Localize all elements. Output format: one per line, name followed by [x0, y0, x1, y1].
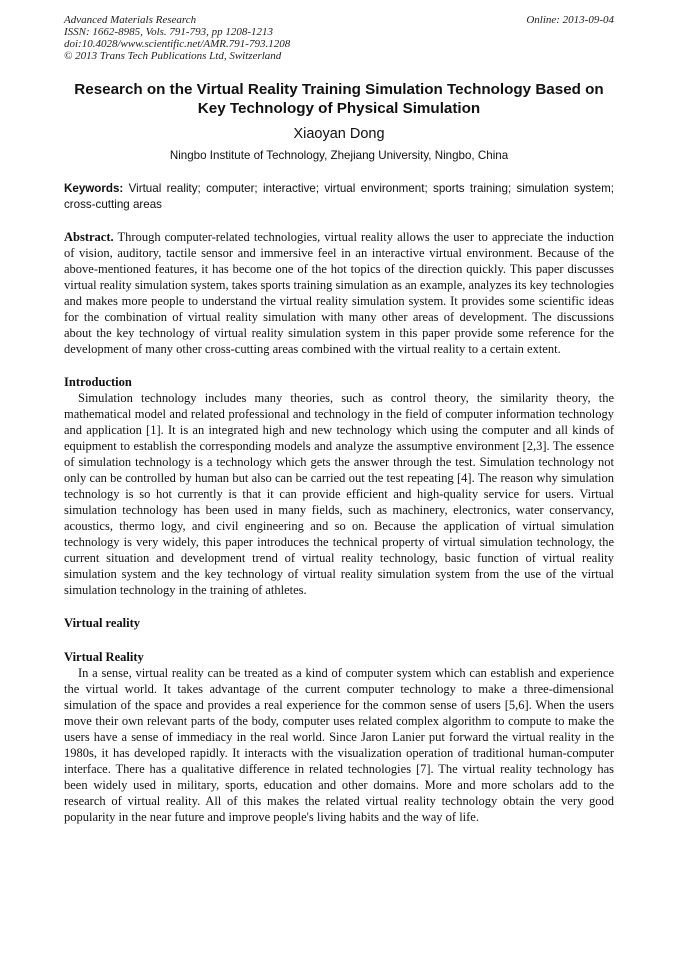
paper-author: Xiaoyan Dong	[293, 126, 385, 142]
section-heading-virtual-reality: Virtual reality	[64, 616, 141, 630]
subsection-heading-virtual-reality: Virtual Reality	[64, 650, 144, 664]
abstract-text: Through computer-related technologies, virtual reality allows the user to appreciate the induction of vision, auditory, tactile sensor and immersive feel in an interactive virtual environment. Because of the above-mentioned features, it has become one of the hot topics of the direction quickly. This paper discusses virtual reality simulation system, takes sports training simulation as an example, analyzes its key technologies and makes more people to understand the virtual reality simulation system. It provides some scientific ideas for the combination of virtual reality simulation with many other areas of development. The discussions about the key technology of virtual reality simulation system in this paper provide some reference for the development of many other cross-cutting areas combined with the virtual reality to a certain extent.	[64, 230, 614, 356]
section-heading-introduction: Introduction	[64, 375, 132, 389]
keywords-text: Virtual reality; computer; interactive; virtual environment; sports training; simulation system; cross-cutting areas	[64, 182, 614, 211]
keywords-block	[64, 181, 614, 213]
paper-page	[64, 14, 614, 825]
copyright-line: © 2013 Trans Tech Publications Ltd, Switzerland	[64, 50, 282, 62]
abstract-block	[64, 229, 614, 357]
abstract-label: Abstract.	[64, 230, 114, 244]
online-date: Online: 2013-09-04	[526, 14, 614, 26]
paper-title: Research on the Virtual Reality Training Simulation Technology Based on Key Technology of Physical Simulation	[74, 81, 604, 117]
journal-name: Advanced Materials Research	[64, 14, 197, 26]
author-affiliation: Ningbo Institute of Technology, Zhejiang University, Ningbo, China	[169, 149, 509, 162]
virtual-reality-paragraph: In a sense, virtual reality can be treated as a kind of computer system which can establish and experience the virtual world. It takes advantage of the current computer technology to make a three-dimensional simulation of the space and provides a real experience for the common sense of users [5,6]. When the users move their own relevant parts of the body, computer uses related complex algorithm to compute to make the users have a sense of immediacy in the real world. Since Jaron Lanier put forward the virtual reality in the 1980s, it has developed rapidly. It interacts with the visualization operation of traditional human-computer interface. There has a qualitative difference in related technologies [7]. The virtual reality technology has been widely used in military, sports, education and other domains. More and more scholars add to the research of virtual reality. All of this makes the related virtual reality technology obtain the very good popularity in the near future and improve people's living habits and the way of life.	[64, 666, 614, 824]
journal-header	[64, 14, 614, 62]
doi-line: doi:10.4028/www.scientific.net/AMR.791-793.1208	[64, 38, 291, 50]
keywords-label: Keywords:	[64, 182, 124, 195]
issn-line: ISSN: 1662-8985, Vols. 791-793, pp 1208-1213	[64, 26, 273, 38]
introduction-paragraph: Simulation technology includes many theories, such as control theory, the similarity theory, the mathematical model and related professional and technology in the field of computer information technology and application [1]. It is an integrated high and new technology which using the computer and all kinds of equipment to establish the corresponding models and analyze the assumptive environment [2,3]. The essence of simulation technology is a technology which gets the answer through the test. Simulation technology not only can be controlled by human but also can be carried out the test repeating [4]. The reason why simulation technology is so hot currently is that it can provide efficient and high-quality service for users. Virtual simulation technology has been used in many fields, such as machinery, electronics, water conservancy, acoustics, thermo logy, and civil engineering and so on. Because the application of virtual simulation technology is very widely, this paper introduces the technical property of virtual simulation technology, the current situation and development trend of virtual reality technology, basic function of virtual reality simulation system and the key technology of virtual reality simulation system from the use of the virtual simulation technology in the training of athletes.	[64, 391, 614, 597]
